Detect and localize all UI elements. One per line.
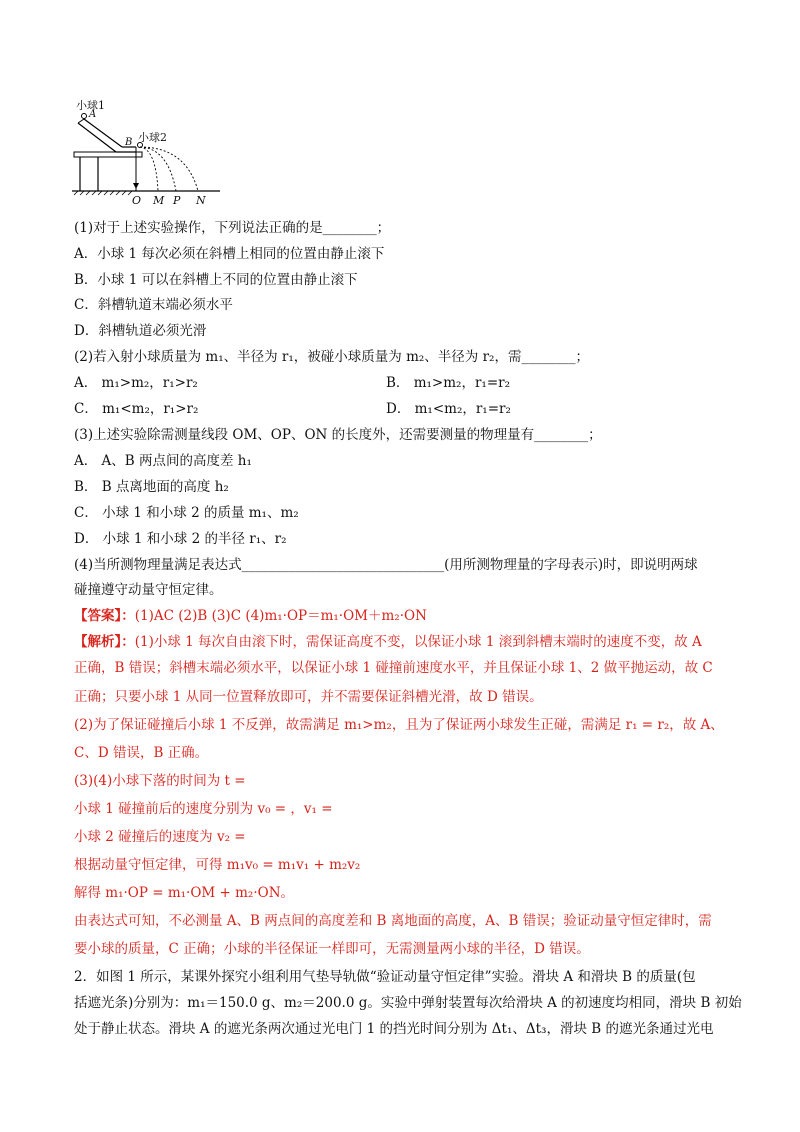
analysis-line-9: 根据动量守恒定律，可得 m₁v₀ = m₁v₁ + m₂v₂ (74, 857, 361, 873)
analysis-line-1 (74, 633, 702, 651)
point-m-label: M (153, 194, 165, 207)
q3-stem: (3)上述实验除需测量线段 OM、OP、ON 的长度外，还需要测量的物理量有________； (74, 427, 602, 443)
answer-line (74, 607, 427, 625)
analysis-line-5: C、D 错误，B 正确。 (74, 745, 209, 761)
q2-option-a: A． m₁>m₂，r₁>r₂ (74, 375, 198, 391)
ball2-label: 小球2 (138, 131, 167, 144)
analysis-line-2: 正确，B 错误；斜槽末端必须水平，以保证小球 1 碰撞前速度水平，并且保证小球 1、2 做平抛运动，故 C (74, 660, 713, 676)
analysis-line-10: 解得 m₁·OP = m₁·OM + m₂·ON。 (74, 885, 295, 901)
answer-text: (1)AC (2)B (3)C (4)m₁·OP＝m₁·OM＋m₂·ON (134, 608, 427, 624)
analysis-line-6: (3)(4)小球下落的时间为 t = (74, 773, 246, 789)
analysis-line-12: 要小球的质量，C 正确；小球的半径保证一样即可，无需测量两小球的半径，D 错误。 (74, 941, 590, 957)
q3-option-b: B． B 点离地面的高度 h₂ (74, 479, 229, 495)
q1-option-c: C．斜槽轨道末端必须水平 (74, 297, 233, 313)
analysis-line-7: 小球 1 碰撞前后的速度分别为 v₀ = ，v₁ = (74, 801, 333, 817)
analysis-line-3: 正确；只要小球 1 从同一位置释放即可，并不需要保证斜槽光滑，故 D 错误。 (74, 689, 543, 705)
point-o-label: O (132, 194, 142, 207)
q1-stem: (1)对于上述实验操作，下列说法正确的是________； (74, 220, 391, 236)
point-n-label: N (196, 194, 206, 207)
q2-stem: (2)若入射小球质量为 m₁、半径为 r₁，被碰小球质量为 m₂、半径为 r₂，需________； (74, 349, 589, 365)
q3-option-d: D． 小球 1 和小球 2 的半径 r₁、r₂ (74, 531, 287, 547)
point-b-label: B (125, 137, 133, 148)
analysis-label: 【解析】： (74, 634, 135, 650)
analysis-line-4: (2)为了保证碰撞后小球 1 不反弹，故需满足 m₁>m₂，且为了保证两小球发生正碰，需满足 r₁ = r₂，故 A、 (74, 717, 724, 733)
problem2-line-1: 2．如图 1 所示，某课外探究小组利用气垫导轨做“验证动量守恒定律”实验。滑块 A 和滑块 B 的质量(包 (74, 969, 696, 985)
analysis-line-11: 由表达式可知，不必测量 A、B 两点间的高度差和 B 离地面的高度，A、B 错误；验证动量守恒定律时，需 (74, 913, 712, 929)
experiment-figure (70, 95, 230, 207)
q3-option-c: C． 小球 1 和小球 2 的质量 m₁、m₂ (74, 505, 299, 521)
point-p-label: P (173, 194, 181, 207)
ball1-label: 小球1 (76, 99, 105, 112)
q2-option-c: C． m₁<m₂，r₁>r₂ (74, 401, 199, 417)
q4-line1: (4)当所测物理量满足表达式______________________________(用所测物理量的字母表示)时，即说明两球 (74, 557, 698, 573)
q1-option-a: A．小球 1 每次必须在斜槽上相同的位置由静止滚下 (74, 246, 385, 262)
q1-option-d: D．斜槽轨道必须光滑 (74, 323, 207, 339)
analysis-line-8: 小球 2 碰撞后的速度为 v₂ = (74, 829, 246, 845)
q3-option-a: A． A、B 两点间的高度差 h₁ (74, 453, 252, 469)
q2-option-d: D． m₁<m₂，r₁=r₂ (386, 401, 511, 417)
q4-line2: 碰撞遵守动量守恒定律。 (74, 582, 223, 598)
problem2-line-3: 处于静止状态。滑块 A 的遮光条两次通过光电门 1 的挡光时间分别为 Δt₁、Δt₃，滑块 B 的遮光条通过光电 (74, 1021, 714, 1037)
q2-option-b: B． m₁>m₂，r₁=r₂ (386, 375, 510, 391)
point-a-label: A (89, 109, 97, 120)
analysis-text-1: (1)小球 1 每次自由滚下时，需保证高度不变，以保证小球 1 滚到斜槽末端时的速度不变，故 A (134, 634, 702, 650)
problem2-line-2: 括遮光条)分别为：m₁＝150.0 g、m₂＝200.0 g。实验中弹射装置每次给滑块 A 的初速度均相同，滑块 B 初始 (74, 995, 742, 1011)
answer-label: 【答案】： (74, 608, 135, 624)
q1-option-b: B．小球 1 可以在斜槽上不同的位置由静止滚下 (74, 272, 358, 288)
